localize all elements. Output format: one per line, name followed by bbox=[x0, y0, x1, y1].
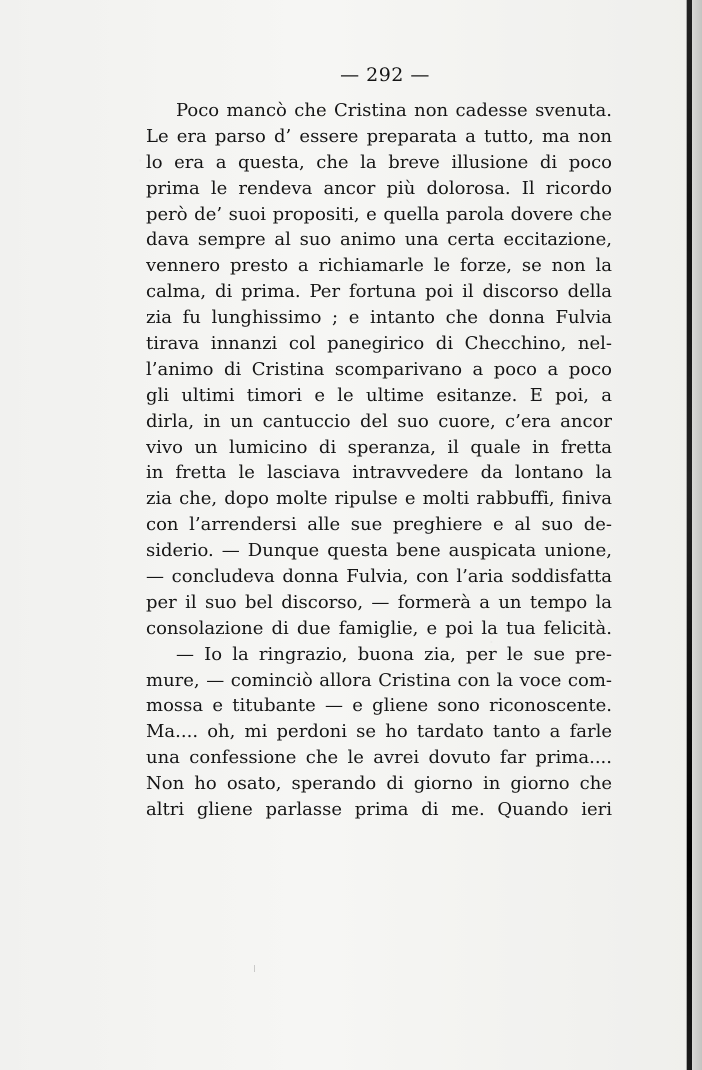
text-line-4: prima le rendeva ancor più dolorosa. Il ricordo bbox=[146, 177, 612, 199]
page-number: — 292 — bbox=[340, 64, 430, 86]
body-text bbox=[146, 98, 612, 823]
text-line-19: — concludeva donna Fulvia, con l’aria soddisfatta bbox=[146, 566, 612, 588]
text-line-15: in fretta le lasciava intravvedere da lontano la bbox=[146, 462, 612, 484]
text-line-11: l’animo di Cristina scomparivano a poco a poco bbox=[146, 358, 612, 380]
text-line-1: Poco mancò che Cristina non cadesse svenuta. bbox=[176, 100, 612, 121]
text-line-20: per il suo bel discorso, — formerà a un tempo la bbox=[146, 591, 612, 613]
scan-artifact-mark bbox=[254, 965, 255, 972]
text-line-8: calma, di prima. Per fortuna poi il discorso della bbox=[146, 281, 612, 303]
text-line-23: mure, — cominciò allora Cristina con la voce com- bbox=[146, 669, 612, 691]
text-line-5: però de’ suoi propositi, e quella parola dovere che bbox=[146, 203, 612, 225]
text-line-3: lo era a questa, che la breve illusione di poco bbox=[146, 151, 612, 173]
text-line-12: gli ultimi timori e le ultime esitanze. E poi, a bbox=[146, 384, 612, 406]
text-line-18: siderio. — Dunque questa bene auspicata unione, bbox=[146, 540, 612, 562]
text-line-9: zia fu lunghissimo ; e intanto che donna Fulvia bbox=[146, 307, 612, 329]
text-line-27: Non ho osato, sperando di giorno in giorno che bbox=[146, 773, 612, 795]
text-line-17: con l’arrendersi alle sue preghiere e al suo de- bbox=[146, 514, 612, 536]
text-line-7: vennero presto a richiamarle le forze, se non la bbox=[146, 255, 612, 277]
text-line-25: Ma.... oh, mi perdoni se ho tardato tanto a farle bbox=[146, 721, 612, 743]
text-line-16: zia che, dopo molte ripulse e molti rabbuffi, finiva bbox=[146, 488, 612, 510]
text-line-28: altri gliene parlasse prima di me. Quando ieri bbox=[146, 799, 612, 821]
text-line-22: — Io la ringrazio, buona zia, per le sue pre- bbox=[176, 643, 612, 665]
text-line-21: consolazione di due famiglie, e poi la tua felicità. bbox=[146, 617, 612, 639]
text-line-24: mossa e titubante — e gliene sono riconoscente. bbox=[146, 695, 612, 717]
text-line-6: dava sempre al suo animo una certa eccitazione, bbox=[146, 229, 612, 251]
text-line-13: dirla, in un cantuccio del suo cuore, c’era ancor bbox=[146, 410, 612, 432]
text-line-10: tirava innanzi col panegirico di Checchino, nel- bbox=[146, 333, 612, 355]
text-line-14: vivo un lumicino di speranza, il quale in fretta bbox=[146, 436, 612, 458]
text-line-26: una confessione che le avrei dovuto far prima.... bbox=[146, 747, 612, 769]
text-line-2: Le era parso d’ essere preparata a tutto, ma non bbox=[146, 125, 612, 147]
binding-edge-line bbox=[687, 0, 692, 1070]
